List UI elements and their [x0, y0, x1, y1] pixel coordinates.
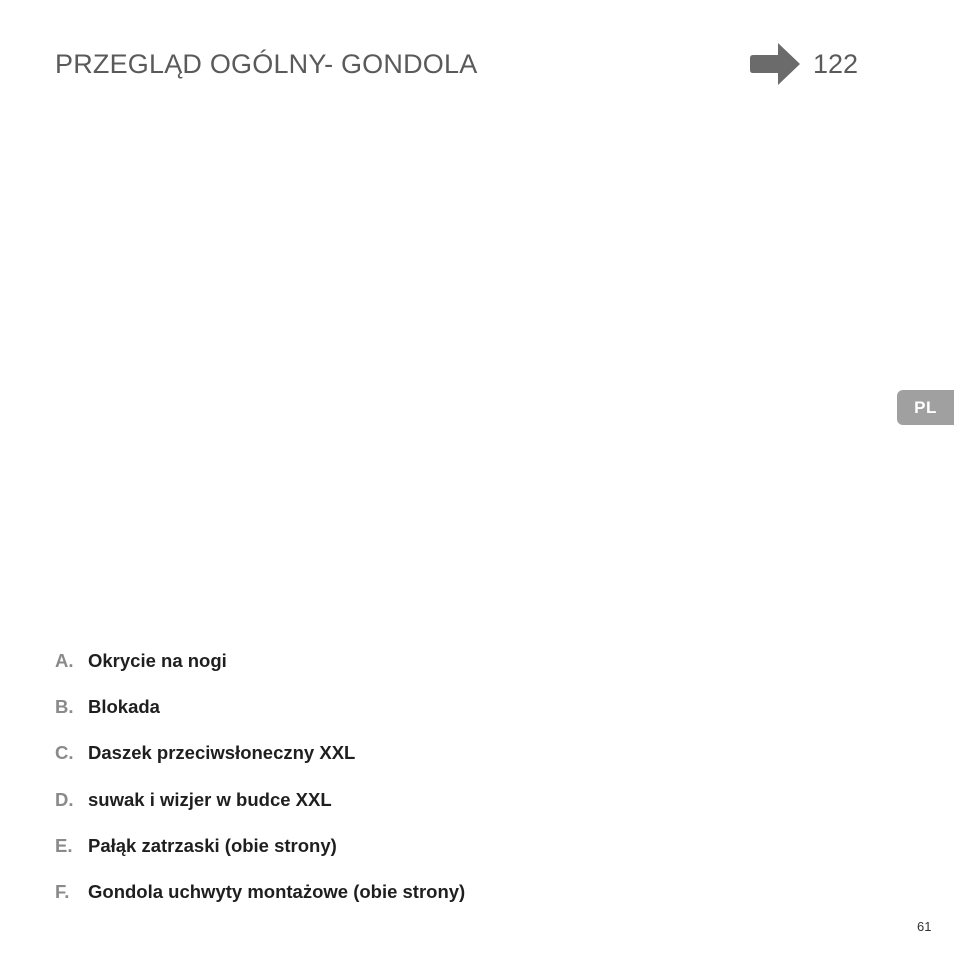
- list-item: [55, 649, 465, 695]
- list-item: [55, 834, 465, 880]
- item-letter: B.: [55, 696, 74, 718]
- page-title: PRZEGLĄD OGÓLNY- GONDOLA: [55, 49, 478, 79]
- arrow-right-icon: [749, 41, 801, 87]
- page-number: 61: [917, 919, 932, 934]
- item-letter: E.: [55, 834, 73, 856]
- item-label: Okrycie na nogi: [88, 650, 227, 671]
- item-label: Gondola uchwyty montażowe (obie strony): [88, 880, 466, 902]
- list-item: [55, 695, 465, 741]
- item-letter: D.: [55, 788, 74, 810]
- item-letter: C.: [55, 742, 74, 764]
- item-letter: F.: [55, 880, 70, 902]
- list-item: [55, 788, 465, 834]
- list-item: [55, 880, 465, 926]
- item-label: Daszek przeciwsłoneczny XXL: [88, 742, 356, 764]
- page-reference[interactable]: [749, 41, 858, 87]
- item-label: suwak i wizjer w budce XXL: [88, 788, 332, 810]
- item-label: Blokada: [88, 696, 160, 718]
- language-tab[interactable]: PL: [897, 390, 954, 425]
- item-letter: A.: [55, 650, 74, 671]
- list-item: [55, 741, 465, 787]
- item-label: Pałąk zatrzaski (obie strony): [88, 834, 337, 856]
- reference-page-number: 122: [813, 49, 859, 79]
- parts-list: [55, 649, 465, 926]
